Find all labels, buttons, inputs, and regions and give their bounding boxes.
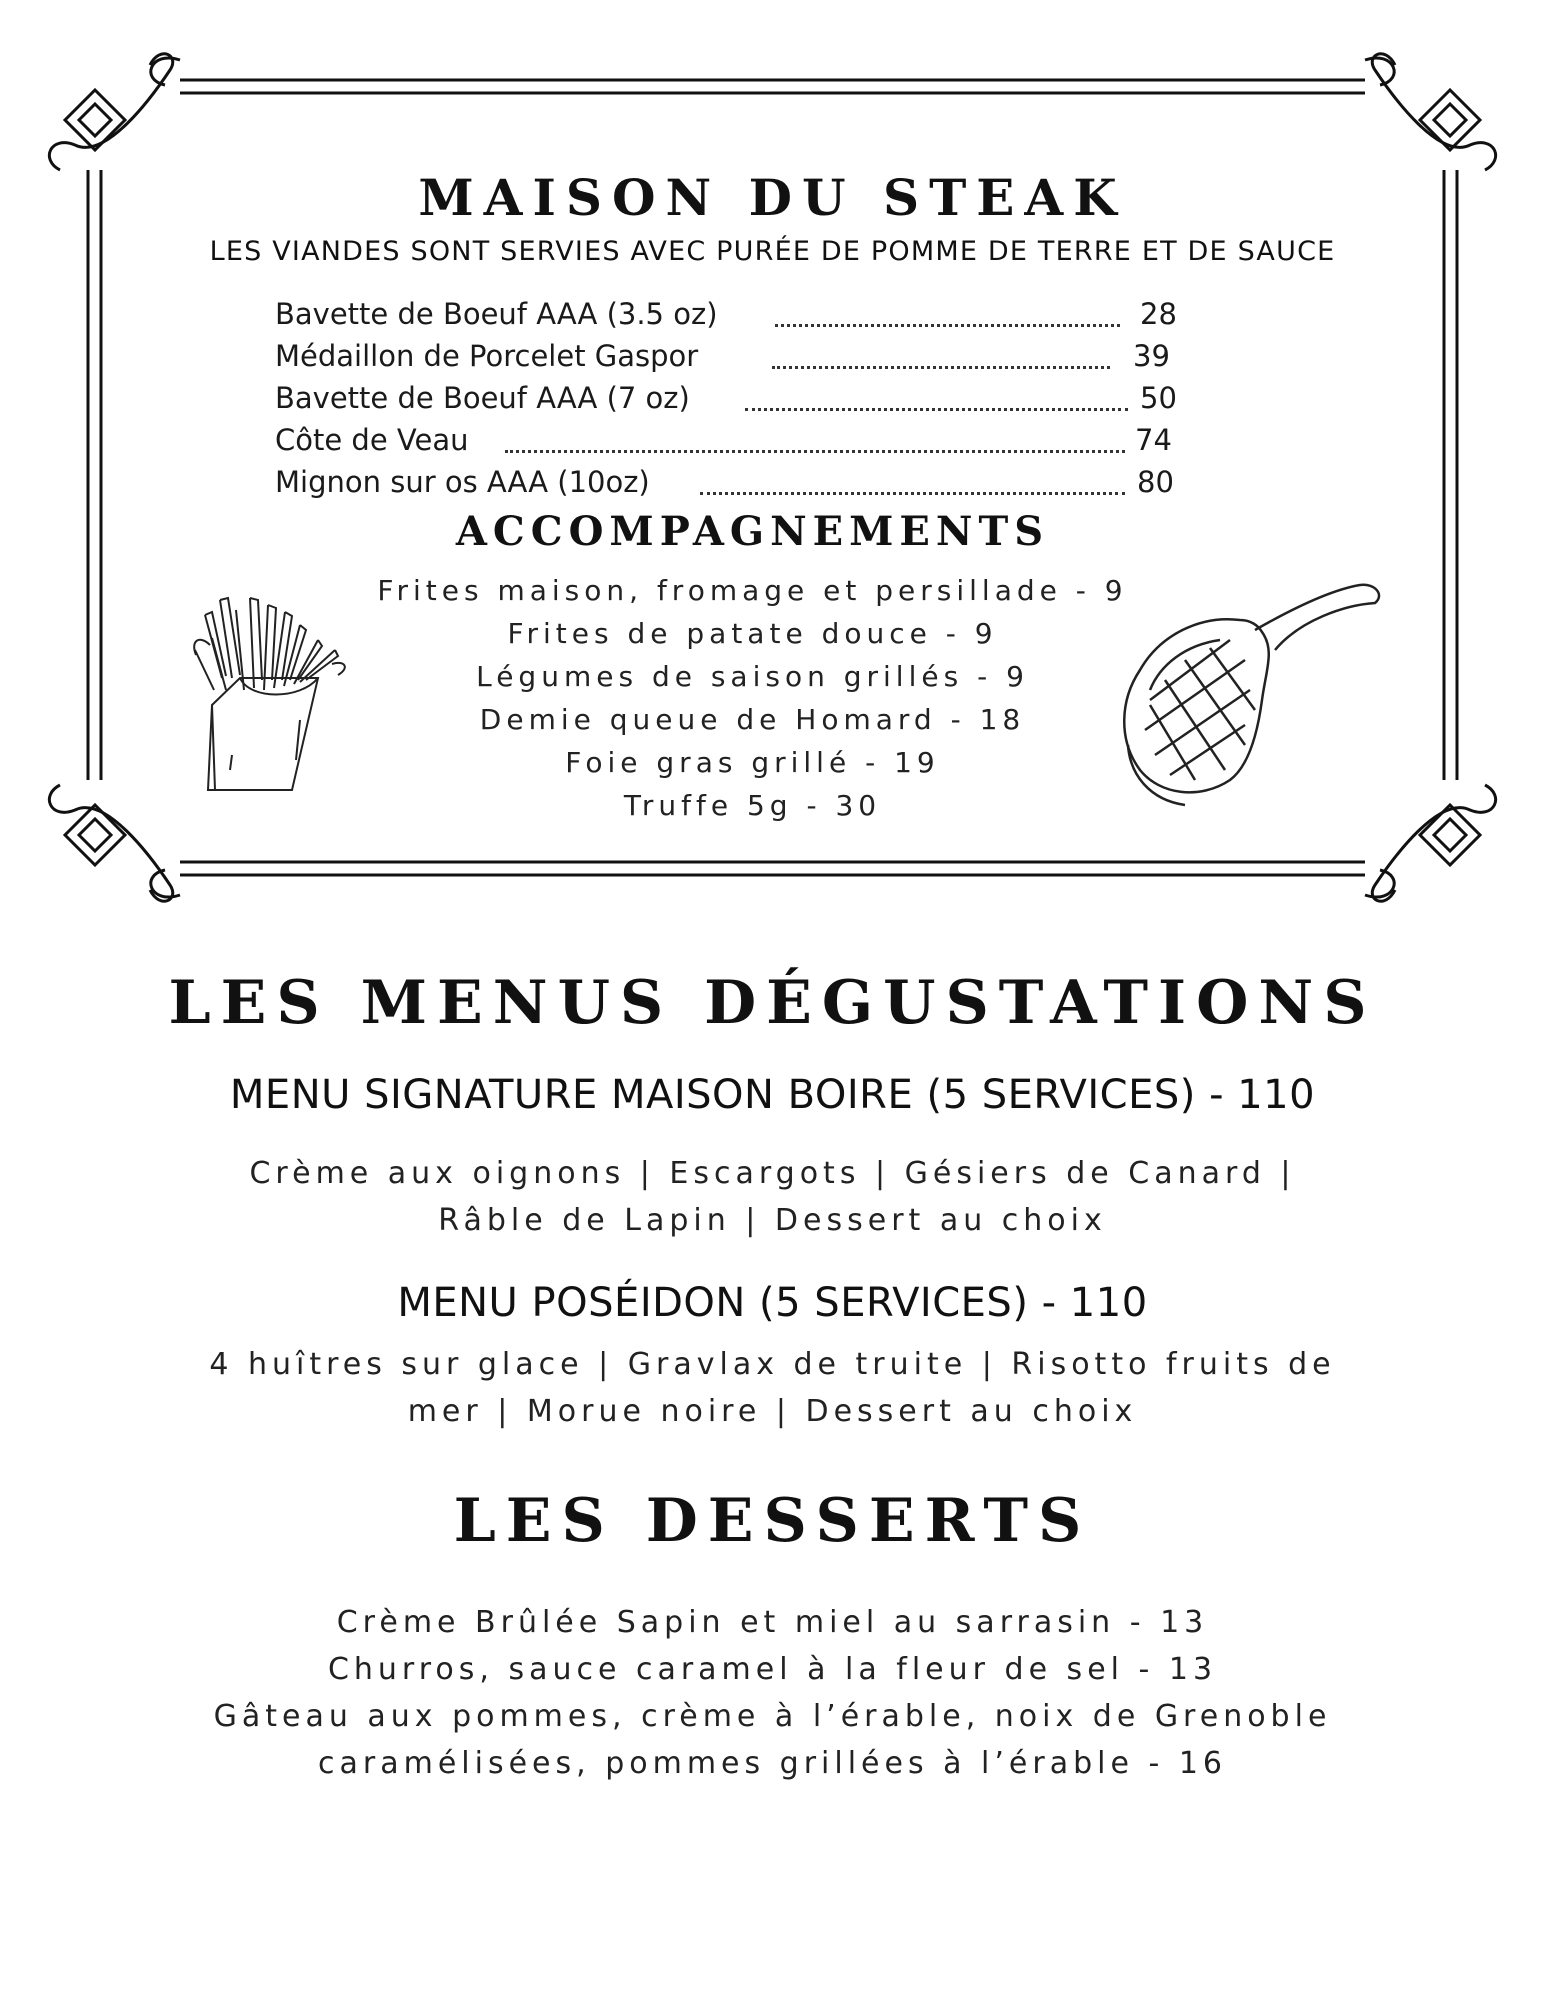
tasting-menu-course-line: Crème aux oignons | Escargots | Gésiers de Canard | (249, 1156, 1296, 1191)
menu-item-name: Bavette de Boeuf AAA (3.5 oz) (275, 297, 718, 331)
menu-item (275, 423, 1185, 463)
dessert-line: Crème Brûlée Sapin et miel au sarrasin - 13 (336, 1605, 1209, 1640)
dot-leader (745, 408, 1128, 411)
dessert-line: Churros, sauce caramel à la fleur de sel - 13 (327, 1652, 1218, 1687)
dessert-line: Gâteau aux pommes, crème à l’érable, noix de Grenoble (213, 1699, 1332, 1734)
side-item: Demie queue de Homard - 18 (479, 703, 1026, 736)
tasting-menu-course-line: Râble de Lapin | Dessert au choix (438, 1203, 1107, 1238)
sides-section-title: ACCOMPAGNEMENTS (455, 508, 1050, 555)
menu-item (275, 297, 1185, 337)
menu-item-price: 39 (1133, 339, 1170, 373)
tasting-section-title: LES MENUS DÉGUSTATIONS (168, 968, 1377, 1038)
dessert-line: caramélisées, pommes grillées à l’érable - 16 (318, 1746, 1227, 1781)
menu-item-name: Mignon sur os AAA (10oz) (275, 465, 650, 499)
menu-item-price: 80 (1137, 465, 1174, 499)
tasting-menu-heading: MENU POSÉIDON (5 SERVICES) - 110 (397, 1280, 1148, 1326)
steak-section-subtitle: LES VIANDES SONT SERVIES AVEC PURÉE DE POMME DE TERRE ET DE SAUCE (209, 236, 1336, 267)
ornamental-corner-icon (1365, 54, 1496, 170)
menu-item-name: Médaillon de Porcelet Gaspor (275, 339, 699, 373)
desserts-section-title: LES DESSERTS (453, 1486, 1092, 1556)
dot-leader (700, 492, 1125, 495)
tasting-menu-course-line: 4 huîtres sur glace | Gravlax de truite | Risotto fruits de (209, 1347, 1336, 1382)
menu-item-price: 28 (1140, 297, 1177, 331)
side-item: Foie gras grillé - 19 (565, 746, 940, 779)
steak-section-title: MAISON DU STEAK (418, 168, 1127, 227)
menu-item-name: Côte de Veau (275, 423, 469, 457)
side-item: Frites maison, fromage et persillade - 9 (377, 574, 1128, 607)
tasting-menu-heading: MENU SIGNATURE MAISON BOIRE (5 SERVICES) - 110 (229, 1072, 1316, 1118)
dot-leader (505, 450, 1125, 453)
dot-leader (775, 324, 1120, 327)
side-item: Légumes de saison grillés - 9 (476, 660, 1029, 693)
menu-item-price: 74 (1135, 423, 1172, 457)
ornamental-corner-icon (49, 54, 180, 170)
side-item: Truffe 5g - 30 (623, 789, 882, 822)
menu-item (275, 465, 1185, 505)
menu-item (275, 381, 1185, 421)
menu-item (275, 339, 1185, 379)
side-item: Frites de patate douce - 9 (507, 617, 998, 650)
dot-leader (772, 366, 1110, 369)
menu-item-name: Bavette de Boeuf AAA (7 oz) (275, 381, 690, 415)
menu-item-price: 50 (1140, 381, 1177, 415)
tasting-menu-course-line: mer | Morue noire | Dessert au choix (407, 1394, 1138, 1429)
